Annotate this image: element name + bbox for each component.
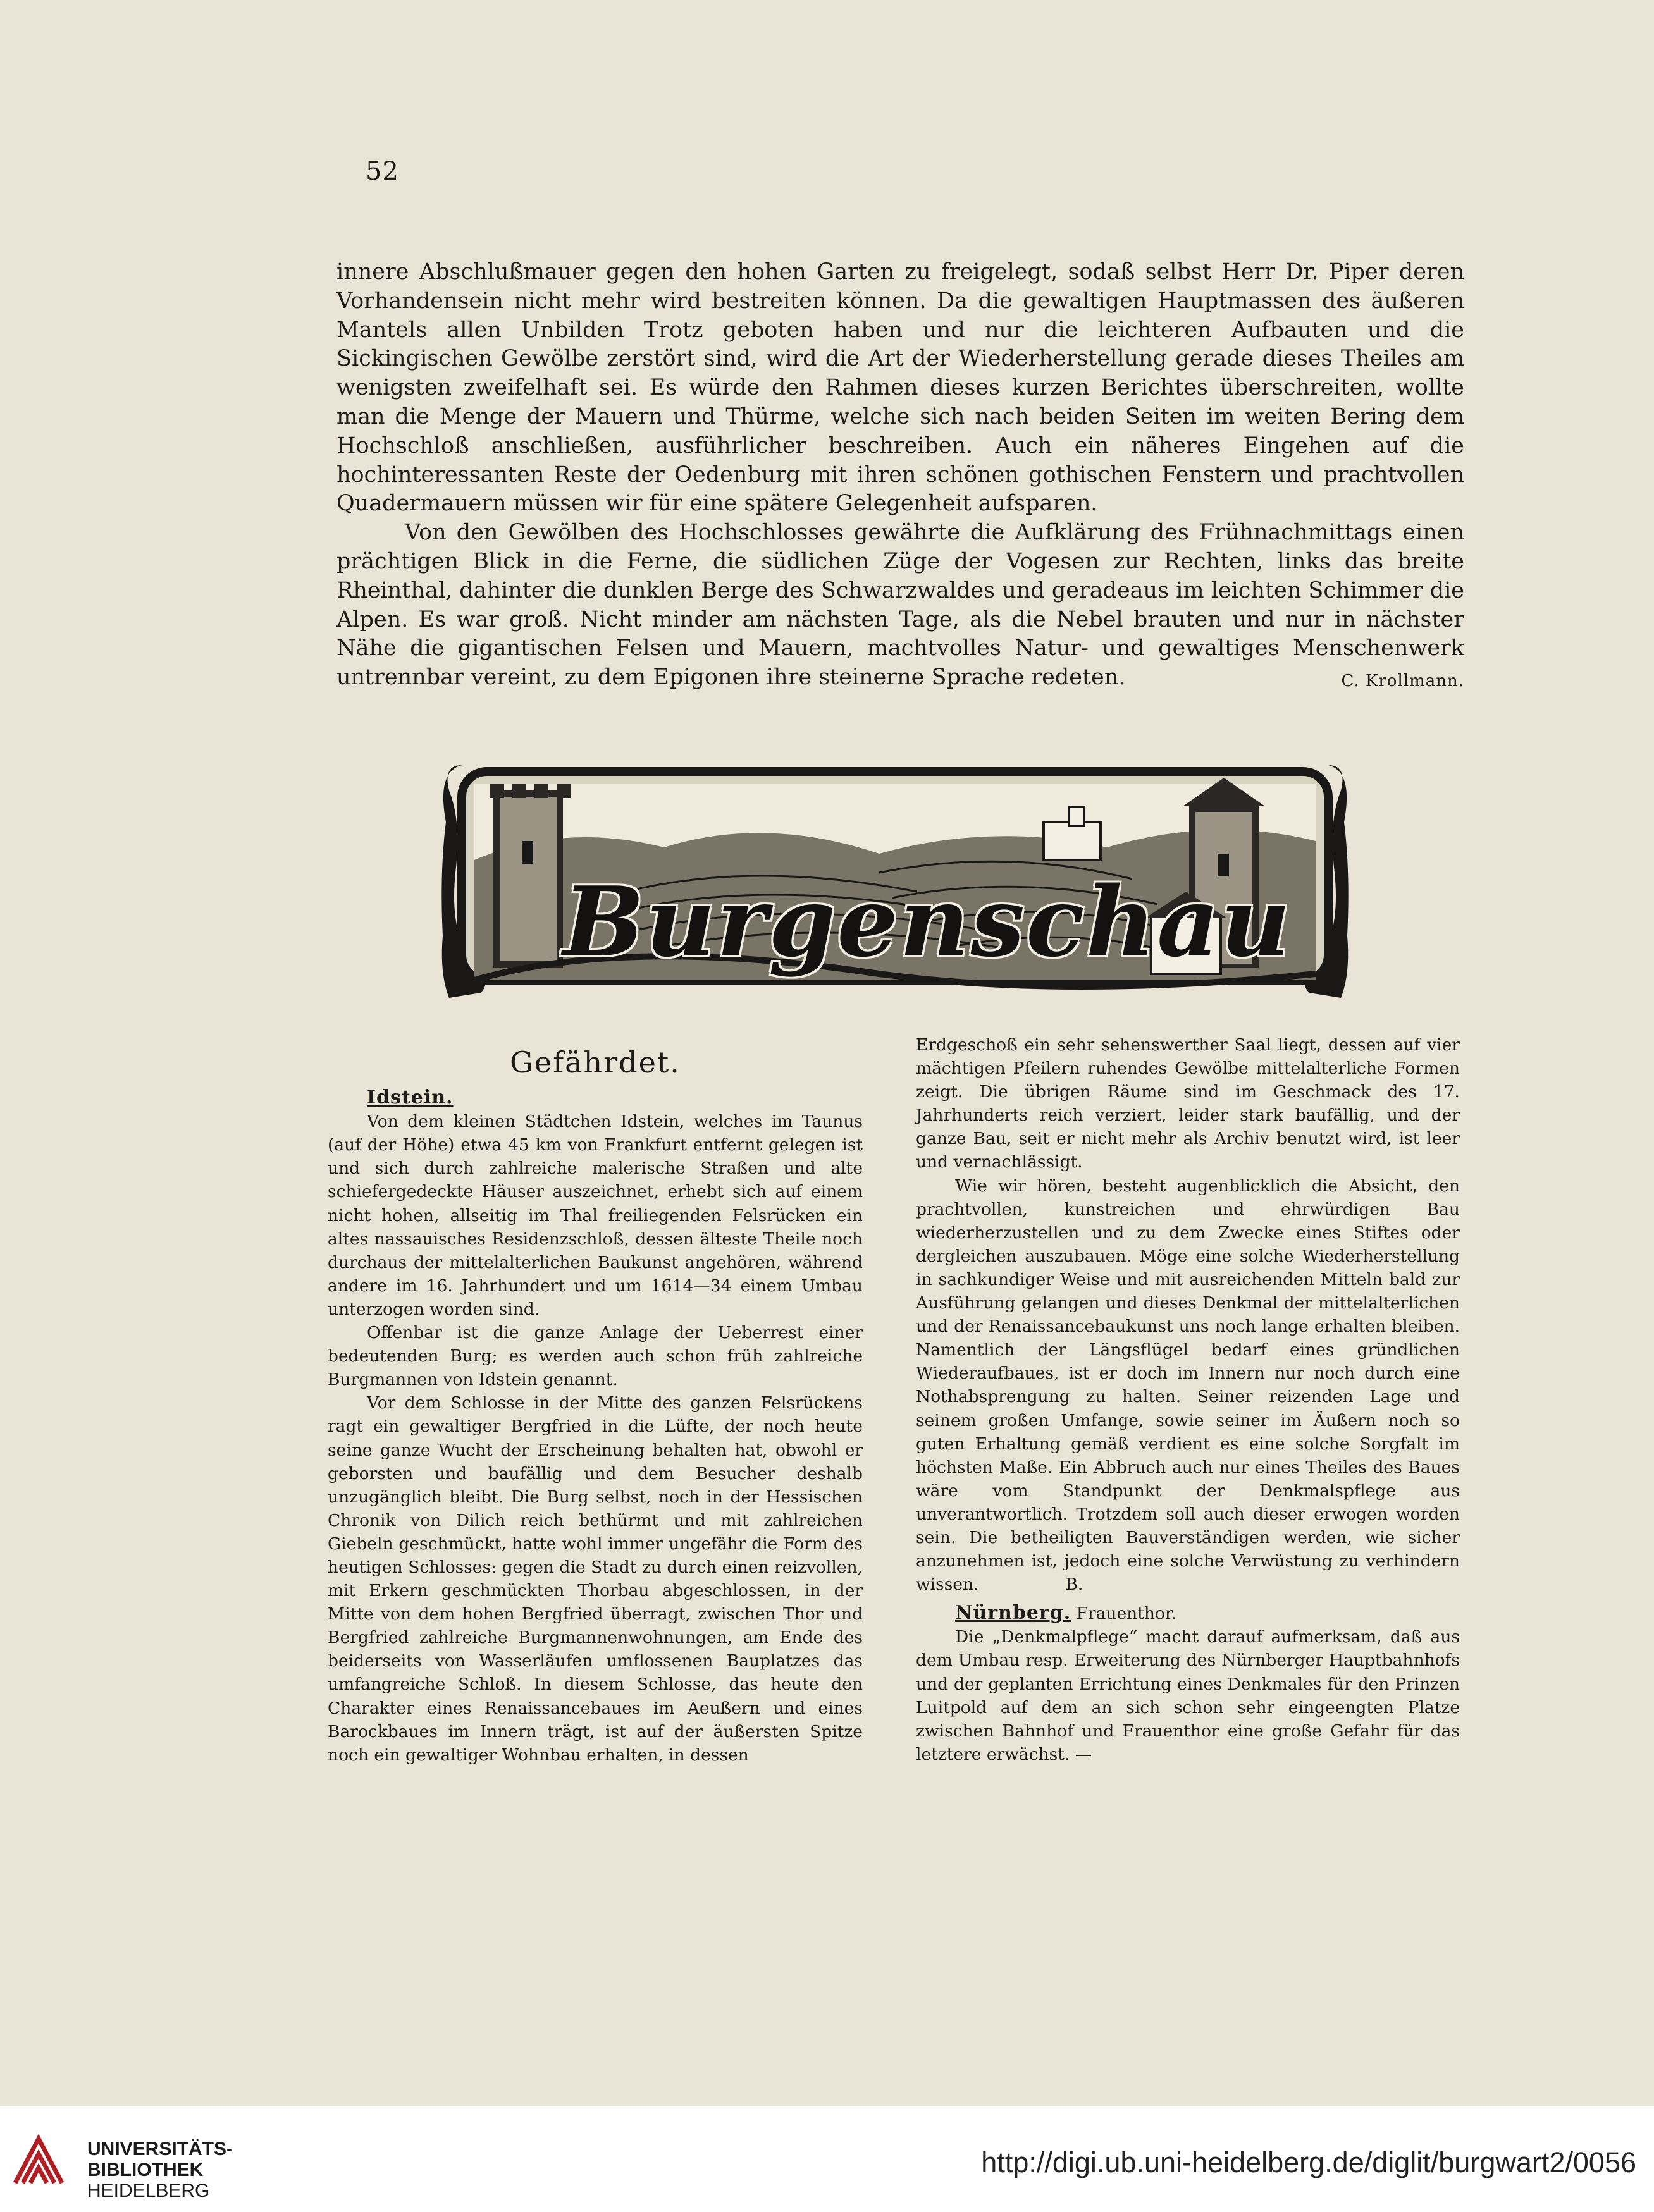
place-heading: Nürnberg. bbox=[955, 1602, 1071, 1625]
library-name-line: BIBLIOTHEK bbox=[87, 2160, 204, 2180]
intro-text bbox=[336, 258, 1464, 696]
column-paragraph: Offenbar ist die ganze Anlage der Ueberrest einer bedeutenden Burg; es werden auch schon früh zahlreiche Burgmannen von Idstein genannt. bbox=[328, 1323, 863, 1390]
column-paragraph-text: Wie wir hören, besteht augenblicklich die Absicht, den prachtvollen, kunstreichen und ehrwürdigen Bau wiederherzustellen und zu dem Zwecke eines Stiftes oder dergleichen auszubauen. Möge eine solche Wiederherstellung in sachkundiger Weise und mit ausreichenden Mitteln bald zur Ausführung gelangen und dieses Denkmal der mittelalterlichen und der Renaissancebaukunst uns noch lange erhalten bleiben. Namentlich der Längsflügel bedarf eines gründlichen Wiederaufbaues, ist er doch im Innern nur noch durch eine Nothabsprengung zu halten. Seiner reizenden Lage und seinem großen Umfange, sowie seiner im Äußern noch so guten Erhaltung gemäß verdient es eine solche Sorgfalt im höchsten Maße. Ein Abbruch auch nur eines Theiles des Baues wäre vom Standpunkt der Denkmalspflege aus unverantwortlich. Trotzdem soll auch dieser erwogen worden sein. Die betheiligten Bauverständigen werden, wie sicher anzunehmen ist, jedoch eine solche Verwüstung zu verhindern wissen. bbox=[916, 1176, 1460, 1595]
section-title: Gefährdet. bbox=[510, 1045, 681, 1079]
column-paragraph: Vor dem Schlosse in der Mitte des ganzen Felsrückens ragt ein gewaltiger Bergfried in die Lüfte, der noch heute seine ganze Wucht der Erscheinung behalten hat, obwohl er geborsten und baufällig und dem Besucher deshalb unzugänglich bleibt. Die Burg selbst, noch in der Hessischen Chronik von Dilich reich bethürmt und mit zahlreichen Giebeln geschmückt, hatte wohl immer ungefähr die Form des heutigen Schlosses: gegen die Stadt zu durch einen reizvollen, mit Erkern geschmückten Thorbau abgeschlossen, in der Mitte von dem hohen Bergfried überragt, zwischen Thor und Bergfried zahlreiche Burgmannenwohnungen, am Ende des beiderseits von Wasserläufen umflossenen Bauplatzes das umfangreiche Schloß. In diesem Schlosse, das heute den Charakter eines Renaissancebaues im Aeußern und eines Barockbaues im Innern trägt, ist auf der äußersten Spitze noch ein gewaltiger Wohnbau erhalten, in dessen bbox=[328, 1393, 863, 1765]
library-footer bbox=[0, 2106, 1654, 2212]
library-name-line: UNIVERSITÄTS- bbox=[87, 2139, 233, 2160]
column-paragraph bbox=[916, 1174, 1460, 1597]
right-column bbox=[916, 1033, 1460, 1766]
place-heading-line bbox=[916, 1601, 1460, 1625]
banner-title: Burgenschau bbox=[563, 865, 1292, 978]
place-subheading: Frauenthor. bbox=[1076, 1604, 1177, 1624]
source-url[interactable]: http://digi.ub.uni-heidelberg.de/diglit/burgwart2/0056 bbox=[981, 2146, 1636, 2178]
place-heading-line bbox=[328, 1086, 863, 1110]
intro-paragraph: innere Abschlußmauer gegen den hohen Garten zu freigelegt, sodaß selbst Herr Dr. Piper deren Vorhandensein nicht mehr wird bestreiten können. Da die gewaltigen Hauptmassen des äußeren Mantels allen Unbilden Trotz geboten haben und nur die leichteren Aufbauten und die Sickingischen Gewölbe zerstört sind, wird die Art der Wiederherstellung gerade dieses Theiles am wenigsten zweifelhaft sei. Es würde den Rahmen dieses kurzen Berichtes überschreiten, wollte man die Menge der Mauern und Thürme, welche sich nach beiden Seiten im weiten Bering dem Hochschloß anschließen, ausführlicher beschreiben. Auch ein näheres Eingehen auf die hochinteressanten Reste der Oedenburg mit ihren schönen gothischen Fenstern und prachtvollen Quadermauern müssen wir für eine spätere Gelegenheit aufsparen. bbox=[336, 259, 1464, 517]
page-number: 52 bbox=[366, 157, 399, 186]
author-signature: C. Krollmann. bbox=[1341, 671, 1464, 691]
author-initial: B. bbox=[1065, 1575, 1083, 1595]
library-name bbox=[87, 2139, 233, 2201]
column-paragraph: Die „Denkmalpflege“ macht darauf aufmerksam, daß aus dem Umbau resp. Erweiterung des Nürnberger Hauptbahnhofs und der geplanten Errichtung eines Denkmales für den Prinzen Luitpold auf dem an sich schon sehr eingeengten Platze zwischen Bahnhof und Frauenthor eine große Gefahr für das letztere erwächst. — bbox=[916, 1627, 1460, 1764]
place-heading: Idstein. bbox=[367, 1086, 454, 1109]
burgenschau-banner bbox=[436, 746, 1354, 999]
column-paragraph: Erdgeschoß ein sehr sehenswerther Saal liegt, dessen auf vier mächtigen Pfeilern ruhendes Gewölbe mittelalterliche Formen zeigt. Die übrigen Räume sind im Geschmack des 17. Jahrhunderts reich verziert, leider stark baufällig, und der ganze Bau, seit er nicht mehr als Archiv benutzt wird, ist leer und vernachlässigt. bbox=[916, 1035, 1460, 1172]
library-name-line: HEIDELBERG bbox=[87, 2180, 210, 2201]
intro-paragraph: Von den Gewölben des Hochschlosses gewährte die Aufklärung des Frühnachmittags einen prächtigen Blick in die Ferne, die südlichen Züge der Vogesen zur Rechten, links das breite Rheinthal, dahinter die dunklen Berge des Schwarzwaldes und geradeaus im leichten Schimmer die Alpen. Es war groß. Nicht minder am nächsten Tage, als die Nebel brauten und nur in nächster Nähe die gigantischen Felsen und Mauern, machtvolles Natur- und gewaltiges Menschenwerk untrennbar vereint, zu dem Epigonen ihre steinerne Sprache redeten. bbox=[336, 520, 1464, 691]
left-column bbox=[328, 1037, 863, 1767]
column-paragraph: Von dem kleinen Städtchen Idstein, welches im Taunus (auf der Höhe) etwa 45 km von Frankfurt entfernt gelegen ist und sich durch zahlreiche malerische Straßen und alte schiefergedeckte Häuser auszeichnet, erhebt sich auf einem nicht hohen, allseitig im Thal freiliegenden Felsrücken ein altes nassauisches Residenzschloß, dessen älteste Theile noch durchaus der mittelalterlichen Baukunst angehören, während andere im 16. Jahrhundert und um 1614—34 einem Umbau unterzogen worden sind. bbox=[328, 1112, 863, 1319]
library-logo-icon bbox=[13, 2134, 65, 2185]
